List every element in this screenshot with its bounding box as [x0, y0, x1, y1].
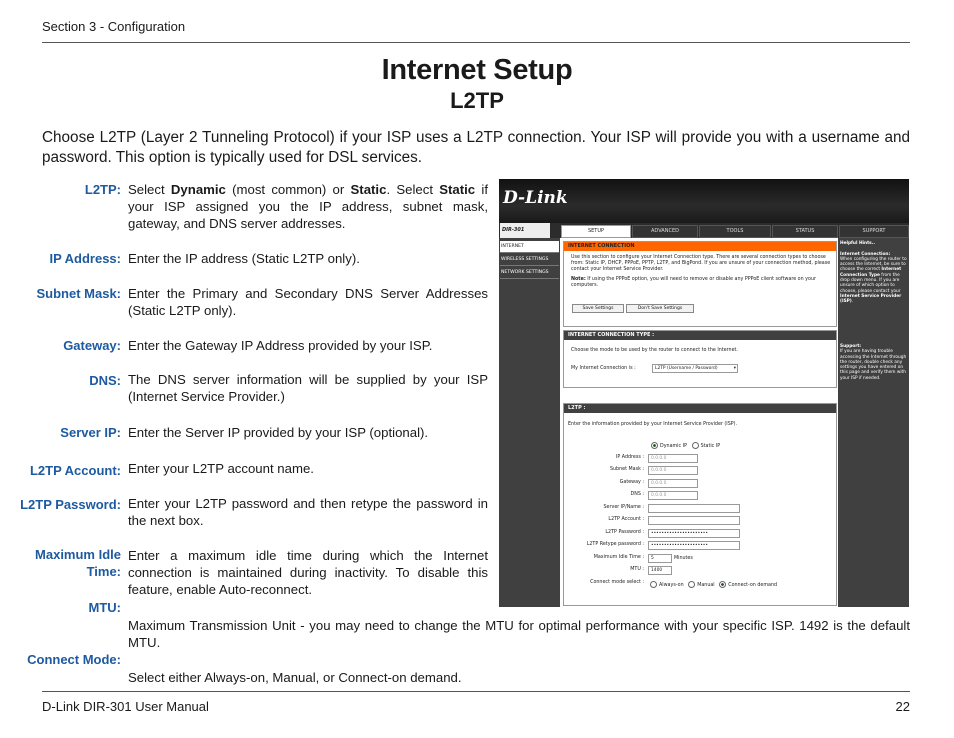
- subnet-mask-input[interactable]: 0.0.0.0: [648, 466, 698, 475]
- l2tp-password-input[interactable]: ••••••••••••••••••••••: [648, 529, 740, 538]
- label-connect-mode: Connect mode select :: [590, 580, 644, 585]
- footer-rule: [42, 691, 910, 692]
- connection-type-label: My Internet Connection is :: [571, 366, 636, 371]
- connect-on-demand-radio[interactable]: [719, 581, 726, 588]
- dlink-logo: D-Link: [503, 188, 568, 208]
- max-idle-unit: Minutes: [674, 556, 693, 561]
- term-l2tp-password: L2TP Password:: [20, 497, 121, 512]
- connection-type-select[interactable]: L2TP (Username / Password) ▾: [652, 364, 738, 373]
- router-sidebar: [499, 238, 560, 607]
- dont-save-settings-button[interactable]: Don't Save Settings: [626, 304, 694, 313]
- desc-subnet-mask: Enter the Primary and Secondary DNS Server Addresses (Static L2TP only).: [128, 286, 488, 318]
- term-dns: DNS:: [89, 373, 121, 388]
- page-title: Internet Setup: [381, 54, 573, 86]
- connection-type-box: [563, 330, 837, 388]
- tab-advanced[interactable]: ADVANCED: [632, 225, 698, 238]
- desc-gateway: Enter the Gateway IP Address provided by your ISP.: [128, 338, 433, 353]
- tab-setup[interactable]: SETUP: [561, 225, 631, 238]
- label-l2tp-account: L2TP Account :: [608, 517, 644, 522]
- router-help-panel: [838, 238, 909, 607]
- label-l2tp-retype: L2TP Retype password :: [586, 542, 644, 547]
- l2tp-retype-input[interactable]: ••••••••••••••••••••••: [648, 541, 740, 550]
- desc-connect-mode: Select either Always-on, Manual, or Connect-on demand.: [128, 670, 462, 685]
- label-server-ip: Server IP/Name :: [603, 505, 644, 510]
- sidebar-item-wireless[interactable]: WIRELESS SETTINGS: [500, 254, 559, 266]
- l2tp-box-title: L2TP :: [564, 404, 836, 413]
- connection-type-title: INTERNET CONNECTION TYPE :: [564, 331, 836, 340]
- desc-ip-address: Enter the IP address (Static L2TP only).: [128, 251, 360, 266]
- always-on-radio[interactable]: [650, 581, 657, 588]
- term-ip-address: IP Address:: [49, 251, 121, 266]
- manual-radio[interactable]: [688, 581, 695, 588]
- max-idle-input[interactable]: 5: [648, 554, 672, 563]
- help-hints: Helpful Hints.. Internet Connection: When configuring the router to access the Internet, be sure to choose the correct Internet Connection Type from the drop down menu. If you are unsure of which option to choose, please contact your Internet Service Provider (ISP).: [840, 241, 907, 305]
- term-server-ip: Server IP:: [60, 425, 121, 440]
- internet-connection-title: INTERNET CONNECTION: [564, 242, 836, 251]
- l2tp-box-text: Enter the information provided by your Internet Service Provider (ISP).: [568, 422, 738, 427]
- page-subtitle: L2TP: [450, 88, 504, 113]
- l2tp-labels: [564, 453, 644, 603]
- term-l2tp: L2TP:: [84, 182, 121, 197]
- router-screenshot: [499, 179, 909, 607]
- term-l2tp-account: L2TP Account:: [29, 463, 121, 478]
- connection-type-text: Choose the mode to be used by the router to connect to the Internet.: [571, 348, 738, 353]
- internet-connection-box: [563, 241, 837, 327]
- term-mtu: MTU:: [88, 600, 121, 615]
- sidebar-item-internet[interactable]: INTERNET: [500, 241, 559, 253]
- static-ip-radio[interactable]: [692, 442, 699, 449]
- label-ip-address: IP Address :: [615, 455, 644, 460]
- intro-paragraph: Choose L2TP (Layer 2 Tunneling Protocol) if your ISP uses a L2TP connection. Your ISP will provide you with a username and password. This option is typically used for DSL services.: [42, 129, 910, 166]
- desc-dns: The DNS server information will be supplied by your ISP (Internet Service Provider.): [128, 372, 488, 404]
- internet-connection-text: Use this section to configure your Internet Connection type. There are several connection types to choose from: Static IP, DHCP, PPPoE, PPTP, L2TP, and BigPond. If you are unsure of your connection method, please contact your Internet Service Provider.: [571, 255, 831, 272]
- desc-mtu: Maximum Transmission Unit - you may need to change the MTU for optimal performance with your specific ISP. 1492 is the default MTU.: [128, 618, 910, 650]
- dns-input[interactable]: 0.0.0.0: [648, 491, 698, 500]
- ip-address-input[interactable]: 0.0.0.0: [648, 454, 698, 463]
- gateway-input[interactable]: 0.0.0.0: [648, 479, 698, 488]
- desc-l2tp-account: Enter your L2TP account name.: [128, 461, 314, 476]
- router-model: DIR-301: [500, 223, 550, 238]
- footer-page-number: 22: [895, 699, 910, 714]
- label-mtu: MTU :: [630, 567, 644, 572]
- chevron-down-icon: ▾: [733, 366, 736, 371]
- label-dns: DNS :: [630, 492, 644, 497]
- router-main: [561, 238, 837, 607]
- mtu-input[interactable]: 1400: [648, 566, 672, 575]
- term-subnet-mask: Subnet Mask:: [36, 286, 121, 301]
- sidebar-item-network[interactable]: NETWORK SETTINGS: [500, 267, 559, 279]
- term-connect-mode: Connect Mode:: [27, 652, 121, 667]
- section-header: Section 3 - Configuration: [42, 19, 186, 34]
- tab-support[interactable]: SUPPORT: [839, 225, 909, 238]
- server-ip-input[interactable]: [648, 504, 740, 513]
- header-rule: [42, 42, 910, 43]
- footer-manual-title: D-Link DIR-301 User Manual: [42, 699, 209, 714]
- tab-status[interactable]: STATUS: [772, 225, 838, 238]
- ip-mode-radios: Dynamic IP Static IP: [651, 442, 720, 450]
- tab-tools[interactable]: TOOLS: [699, 225, 771, 238]
- label-l2tp-password: L2TP Password :: [605, 530, 644, 535]
- internet-connection-note: Note: If using the PPPoE option, you will need to remove or disable any PPPoE client software on your computers.: [571, 277, 816, 288]
- label-max-idle: Maximum Idle Time :: [593, 555, 644, 560]
- term-gateway: Gateway:: [63, 338, 121, 353]
- desc-l2tp: Select Dynamic (most common) or Static. Select Static if your ISP assigned you the IP address, subnet mask, gateway, and DNS server addresses.: [128, 182, 488, 231]
- label-subnet-mask: Subnet Mask :: [609, 467, 644, 472]
- desc-l2tp-password: Enter your L2TP password and then retype the password in the next box.: [128, 496, 488, 528]
- connect-mode-radios: Always-on Manual Connect-on demand: [650, 581, 777, 589]
- label-gateway: Gateway :: [619, 480, 644, 485]
- desc-server-ip: Enter the Server IP provided by your ISP (optional).: [128, 425, 429, 440]
- help-support: Support: If you are having trouble accessing the Internet through the router, double check any settings you have entered on this page and verify them with your ISP if needed.: [840, 344, 907, 381]
- router-banner: [499, 179, 909, 223]
- l2tp-box: [563, 403, 837, 606]
- desc-max-idle: Enter a maximum idle time during which the Internet connection is maintained during inactivity. To disable this feature, enable Auto-reconnect.: [128, 548, 488, 597]
- l2tp-account-input[interactable]: [648, 516, 740, 525]
- dynamic-ip-radio[interactable]: [651, 442, 658, 449]
- save-settings-button[interactable]: Save Settings: [572, 304, 624, 313]
- term-max-idle: Maximum Idle Time:: [35, 547, 121, 579]
